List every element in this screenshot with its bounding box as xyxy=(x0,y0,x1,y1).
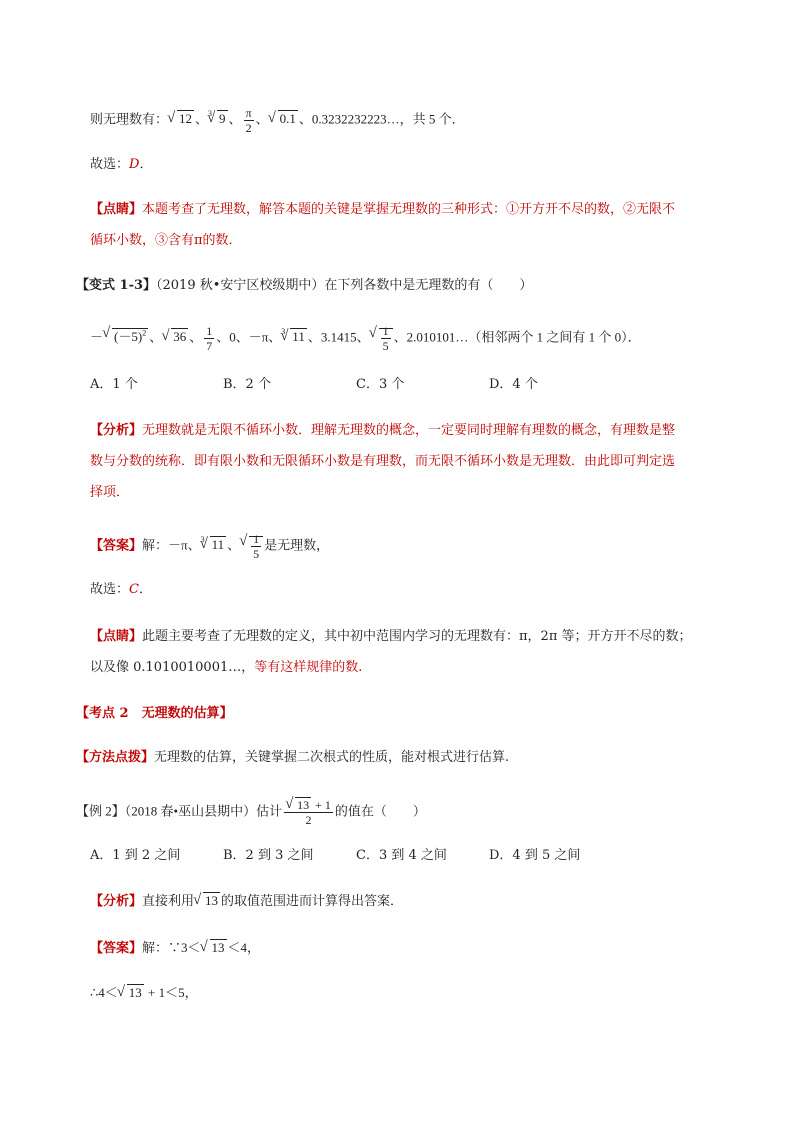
variant-1-3-header: 【变式 1-3】（2019 秋•安宁区校级期中）在下列各数中是无理数的有（ ） xyxy=(76,278,533,293)
option-d[interactable]: D．4 到 5 之间 xyxy=(489,848,581,863)
analysis-1-3-line2: 数与分数的统称．即有限小数和无限循环小数是有理数，而无限不循环小数是无理数．由此即可判定选 xyxy=(90,454,676,469)
dianjing-1-3-line1: 【点睛】此题主要考查了无理数的定义，其中初中范围内学习的无理数有：π，2π 等；开方开不尽的数； xyxy=(90,629,692,644)
option-b[interactable]: B．2 到 3 之间 xyxy=(223,848,314,863)
option-d[interactable]: D．4 个 xyxy=(489,377,538,392)
method-tip: 【方法点拨】无理数的估算，关键掌握二次根式的性质，能对根式进行估算. xyxy=(76,750,510,765)
answer-2-step: ∴4＜√ 13 + 1＜5， xyxy=(90,983,198,1003)
choice-line-1: 故选：D． xyxy=(90,157,153,172)
option-a[interactable]: A．1 到 2 之间 xyxy=(90,848,181,863)
option-b[interactable]: B．2 个 xyxy=(223,377,271,392)
answer-1-3: 【答案】解：－π、$^3$√ 11 、 √ $\frac{1}{5}$ 是无理数， xyxy=(90,532,329,561)
analysis-2: 【分析】直接利用√ 13 的取值范围进而计算得出答案． xyxy=(90,891,403,911)
example-2-header: 【例 2】（2018 春•巫山县期中）估计 √ $\frac{13 + 1}{2}$ 的值在（ ） xyxy=(76,798,426,827)
dianjing-1-3-line2: 以及像 0.1010010001…，等有这样规律的数. xyxy=(90,660,363,675)
kaodian-2-title: 【考点 2 无理数的估算】 xyxy=(76,706,233,721)
dianjing-1-line1: 【点睛】本题考查了无理数，解答本题的关键是掌握无理数的三种形式：①开方开不尽的数，②无限不 xyxy=(90,202,676,217)
option-c[interactable]: C．3 到 4 之间 xyxy=(356,848,447,863)
variant-1-3-numbers: －√ $(-5)^2$ 、√ 36 、 $\frac{1}{7}$ 、0、－π、$^3$√ 11 、3.1415、 √ $\frac{1}{5}$ 、2.010101…（相邻两个 1 之间有 1 个 0）． xyxy=(90,324,641,353)
answer-2: 【答案】解：∵3＜√ 13 ＜4， xyxy=(90,938,260,958)
choice-line-1-3: 故选：C． xyxy=(90,582,152,597)
option-a[interactable]: A．1 个 xyxy=(90,377,138,392)
example-2-options xyxy=(90,846,622,866)
analysis-1-3-line1: 【分析】无理数就是无限不循环小数．理解无理数的概念，一定要同时理解有理数的概念，有理数是整 xyxy=(90,423,676,438)
analysis-1-3-line3: 择项． xyxy=(90,485,130,500)
irrational-list-line: 则无理数有：√ 12 、$^3$√ 9 、 $\frac{\pi}{2}$ 、√ 0.1 、0.3232232223…，共 5 个． xyxy=(90,106,465,135)
option-c[interactable]: C．3 个 xyxy=(356,377,405,392)
dianjing-1-line2: 循环小数，③含有π的数． xyxy=(90,233,242,248)
variant-1-3-options xyxy=(90,375,622,395)
